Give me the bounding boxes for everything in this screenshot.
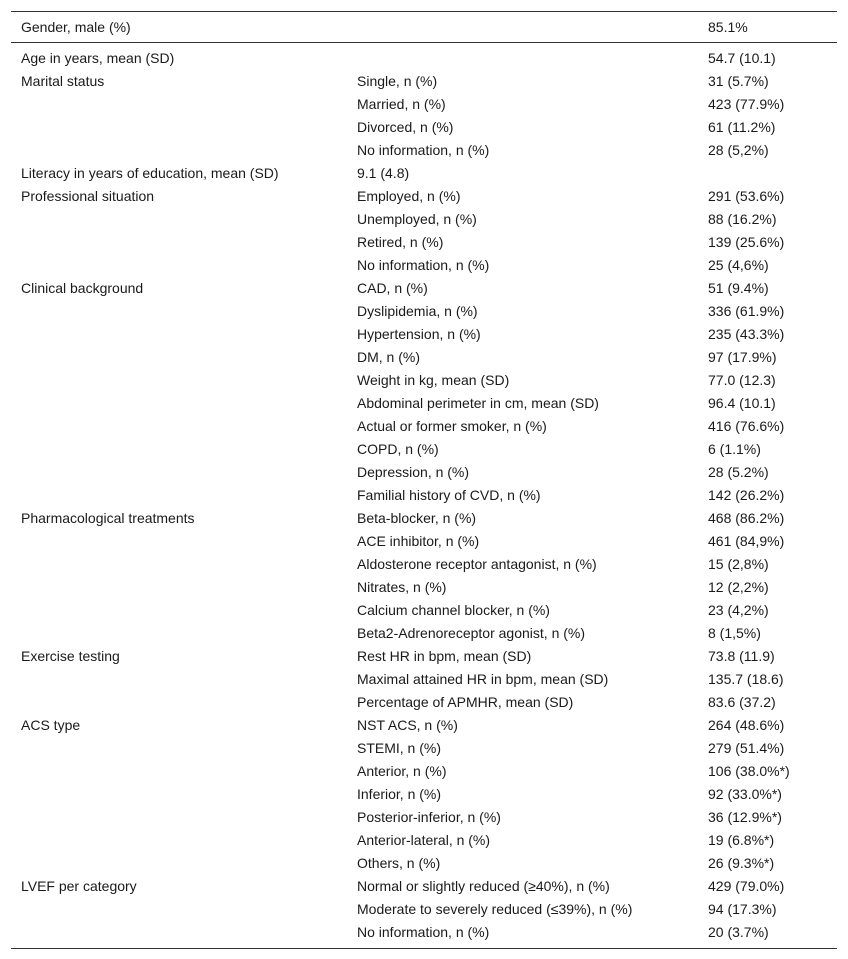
table-row [11,461,837,484]
row-value: 96.4 (10.1) [708,395,776,411]
table-row [11,691,837,714]
row-label: ACS type [21,717,81,733]
table-row [11,231,837,254]
row-sublabel: Maximal attained HR in bpm, mean (SD) [357,671,609,687]
row-value: 94 (17.3%) [708,901,777,917]
header-label: Gender, male (%) [21,19,131,35]
row-value: 264 (48.6%) [708,717,785,733]
row-sublabel: Normal or slightly reduced (≥40%), n (%) [357,878,610,894]
table-row [11,599,837,622]
row-sublabel: Inferior, n (%) [357,786,442,802]
table-row [11,783,837,806]
row-value: 28 (5,2%) [708,142,769,158]
row-value: 26 (9.3%*) [708,855,775,871]
row-value: 336 (61.9%) [708,303,785,319]
table-row [11,162,837,185]
row-label: Clinical background [21,280,144,296]
header-value: 85.1% [708,19,748,35]
row-sublabel: Beta-blocker, n (%) [357,510,477,526]
table-row [11,277,837,300]
table-row [11,300,837,323]
table-row [11,323,837,346]
table-row [11,254,837,277]
row-value: 139 (25.6%) [708,234,785,250]
row-sublabel: Anterior-lateral, n (%) [357,832,491,848]
row-value: 54.7 (10.1) [708,50,776,66]
table-row [11,645,837,668]
table-row [11,622,837,645]
table-row [11,484,837,507]
table-row [11,737,837,760]
row-value: 97 (17.9%) [708,349,777,365]
row-sublabel: Depression, n (%) [357,464,470,480]
row-value: 106 (38.0%*) [708,763,790,779]
table-row [11,875,837,898]
row-value: 51 (9.4%) [708,280,769,296]
row-sublabel: Aldosterone receptor antagonist, n (%) [357,556,597,572]
row-label: Pharmacological treatments [21,510,195,526]
row-sublabel: Moderate to severely reduced (≤39%), n (%) [357,901,633,917]
row-sublabel: No information, n (%) [357,142,490,158]
row-sublabel: ACE inhibitor, n (%) [357,533,480,549]
row-value: 416 (76.6%) [708,418,785,434]
table-body [11,43,837,949]
table-row [11,116,837,139]
table-row [11,760,837,783]
table-row [11,852,837,875]
row-value: 73.8 (11.9) [708,648,775,664]
row-sublabel: STEMI, n (%) [357,740,442,756]
table-row [11,806,837,829]
row-value: 19 (6.8%*) [708,832,775,848]
table-row [11,392,837,415]
row-label: Literacy in years of education, mean (SD) [21,165,279,181]
row-sublabel: Employed, n (%) [357,188,461,204]
row-sublabel: Abdominal perimeter in cm, mean (SD) [357,395,599,411]
row-value: 88 (16.2%) [708,211,777,227]
table-row [11,829,837,852]
row-value: 429 (79.0%) [708,878,785,894]
row-value: 12 (2,2%) [708,579,769,595]
table-row [11,530,837,553]
table-row [11,921,837,944]
row-sublabel: Actual or former smoker, n (%) [357,418,547,434]
row-value: 291 (53.6%) [708,188,785,204]
row-value: 28 (5.2%) [708,464,769,480]
row-value: 142 (26.2%) [708,487,785,503]
row-sublabel: Dyslipidemia, n (%) [357,303,478,319]
row-value: 77.0 (12.3) [708,372,776,388]
row-label: Age in years, mean (SD) [21,50,175,66]
row-value: 461 (84,9%) [708,533,785,549]
table-row [11,93,837,116]
row-sublabel: Unemployed, n (%) [357,211,477,227]
table-row [11,553,837,576]
row-sublabel: Retired, n (%) [357,234,444,250]
row-sublabel: Weight in kg, mean (SD) [357,372,510,388]
row-value: 6 (1.1%) [708,441,761,457]
row-sublabel: COPD, n (%) [357,441,439,457]
table-row [11,139,837,162]
row-label: Exercise testing [21,648,120,664]
row-sublabel: Hypertension, n (%) [357,326,481,342]
row-sublabel: No information, n (%) [357,257,490,273]
row-sublabel: Divorced, n (%) [357,119,454,135]
table-row [11,415,837,438]
table-row [11,208,837,231]
row-value: 8 (1,5%) [708,625,761,641]
row-label: LVEF per category [21,878,137,894]
row-value: 279 (51.4%) [708,740,785,756]
row-value: 15 (2,8%) [708,556,769,572]
row-sublabel: Rest HR in bpm, mean (SD) [357,648,532,664]
row-sublabel: Posterior-inferior, n (%) [357,809,501,825]
row-value: 135.7 (18.6) [708,671,784,687]
row-value: 20 (3.7%) [708,924,769,940]
table-row [11,576,837,599]
row-sublabel: Married, n (%) [357,96,446,112]
table-row [11,438,837,461]
row-sublabel: CAD, n (%) [357,280,428,296]
table-row [11,507,837,530]
row-sublabel: Anterior, n (%) [357,763,447,779]
row-sublabel: 9.1 (4.8) [357,165,410,181]
row-value: 31 (5.7%) [708,73,769,89]
row-sublabel: DM, n (%) [357,349,420,365]
row-value: 25 (4,6%) [708,257,769,273]
table-row [11,70,837,93]
table-row [11,185,837,208]
row-value: 468 (86.2%) [708,510,785,526]
row-sublabel: NST ACS, n (%) [357,717,458,733]
row-value: 23 (4,2%) [708,602,769,618]
table-row [11,47,837,70]
table-row [11,714,837,737]
table-row [11,668,837,691]
row-sublabel: Beta2-Adrenoreceptor agonist, n (%) [357,625,586,641]
row-sublabel: Percentage of APMHR, mean (SD) [357,694,574,710]
row-value: 83.6 (37.2) [708,694,776,710]
table-row [11,346,837,369]
row-sublabel: Familial history of CVD, n (%) [357,487,541,503]
table-row [11,369,837,392]
row-sublabel: Calcium channel blocker, n (%) [357,602,550,618]
row-value: 61 (11.2%) [708,119,776,135]
table-row [11,898,837,921]
row-value: 423 (77.9%) [708,96,785,112]
row-sublabel: Nitrates, n (%) [357,579,447,595]
row-sublabel: Single, n (%) [357,73,438,89]
row-label: Professional situation [21,188,155,204]
row-value: 235 (43.3%) [708,326,785,342]
characteristics-table [11,11,837,949]
row-sublabel: No information, n (%) [357,924,490,940]
row-sublabel: Others, n (%) [357,855,441,871]
row-label: Marital status [21,73,105,89]
row-value: 92 (33.0%*) [708,786,782,802]
table-header-row [11,11,837,43]
row-value: 36 (12.9%*) [708,809,782,825]
